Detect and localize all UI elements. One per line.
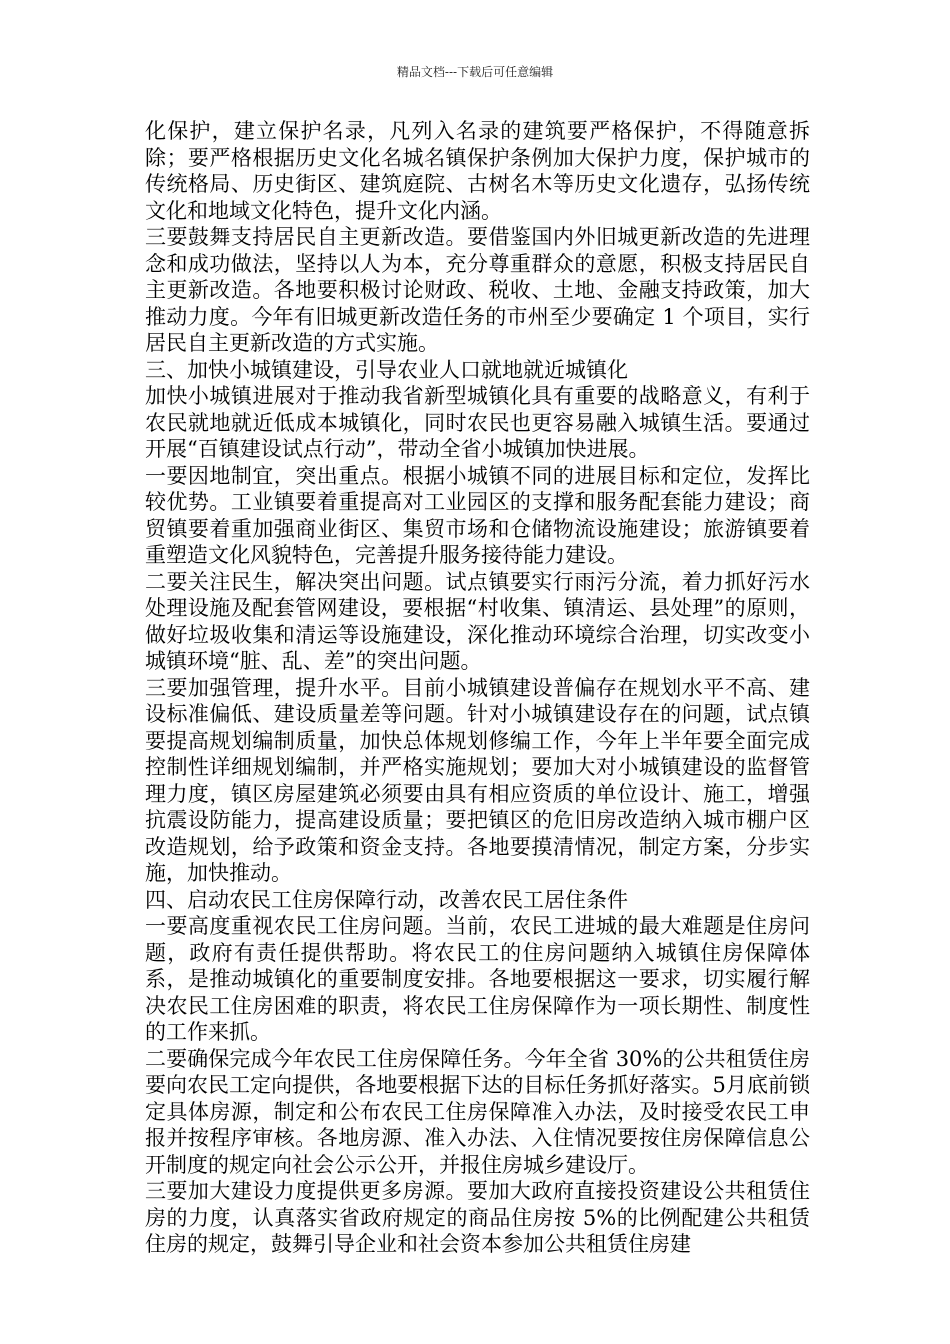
paragraph: 一要因地制宜，突出重点。根据小城镇不同的进展目标和定位，发挥比较优势。工业镇要着重提高对工业园区的支撑和服务配套能力建设；商贸镇要着重加强商业街区、集贸市场和仓储物流设施建设；旅游镇要着重塑造文化风貌特色，完善提升服务接待能力建设。	[145, 463, 810, 567]
paragraph: 三要鼓舞支持居民自主更新改造。要借鉴国内外旧城更新改造的先进理念和成功做法，坚持以人为本，充分尊重群众的意愿，积极支持居民自主更新改造。各地要积极讨论财政、税收、土地、金融支持政策，加大推动力度。今年有旧城更新改造任务的市州至少要确定 1 个项目，实行居民自主更新改造的方式实施。	[145, 225, 810, 355]
paragraph: 一要高度重视农民工住房问题。当前，农民工进城的最大难题是住房问题，政府有责任提供帮助。将农民工的住房问题纳入城镇住房保障体系，是推动城镇化的重要制度安排。各地要根据这一要求，切实履行解决农民工住房困难的职责，将农民工住房保障作为一项长期性、制度性的工作来抓。	[145, 914, 810, 1044]
paragraph: 二要确保完成今年农民工住房保障任务。今年全省 30%的公共租赁住房要向农民工定向提供，各地要根据下达的目标任务抓好落实。5月底前锁定具体房源，制定和公布农民工住房保障准入办法，及时接受农民工申报并按程序审核。各地房源、准入办法、入住情况要按住房保障信息公开制度的规定向社会公示公开，并报住房城乡建设厅。	[145, 1046, 810, 1177]
paragraph: 加快小城镇进展对于推动我省新型城镇化具有重要的战略意义，有利于农民就地就近低成本城镇化，同时农民也更容易融入城镇生活。要通过开展“百镇建设试点行动”，带动全省小城镇加快进展。	[145, 384, 810, 461]
paragraph: 三要加强管理，提升水平。目前小城镇建设普偏存在规划水平不高、建设标准偏低、建设质量差等问题。针对小城镇建设存在的问题，试点镇要提高规划编制质量，加快总体规划修编工作，今年上半年要全面完成控制性详细规划编制，并严格实施规划；要加大对小城镇建设的监督管理力度，镇区房屋建筑必须要由具有相应资质的单位设计、施工，增强抗震设防能力，提高建设质量；要把镇区的危旧房改造纳入城市棚户区改造规划，给予政策和资金支持。各地要摸清情况，制定方案，分步实施，加快推动。	[145, 675, 810, 885]
paragraph: 二要关注民生，解决突出问题。试点镇要实行雨污分流，着力抓好污水处理设施及配套管网建设，要根据“村收集、镇清运、县处理”的原则，做好垃圾收集和清运等设施建设，深化推动环境综合治理，切实改变小城镇环境“脏、乱、差”的突出问题。	[145, 569, 810, 673]
page-header: 精品文档---下载后可任意编辑	[396, 65, 554, 79]
paragraph: 三要加大建设力度提供更多房源。要加大政府直接投资建设公共租赁住房的力度，认真落实省政府规定的商品住房按 5%的比例配建公共租赁住房的规定，鼓舞引导企业和社会资本参加公共租赁住房建	[145, 1179, 810, 1256]
section-heading: 三、加快小城镇建设，引导农业人口就地就近城镇化	[145, 357, 628, 382]
document-body	[145, 118, 810, 1258]
section-heading: 四、启动农民工住房保障行动，改善农民工居住条件	[145, 887, 628, 912]
paragraph: 化保护，建立保护名录，凡列入名录的建筑要严格保护，不得随意拆除；要严格根据历史文化名城名镇保护条例加大保护力度，保护城市的传统格局、历史街区、建筑庭院、古树名木等历史文化遗存，弘扬传统文化和地域文化特色，提升文化内涵。	[145, 119, 810, 223]
